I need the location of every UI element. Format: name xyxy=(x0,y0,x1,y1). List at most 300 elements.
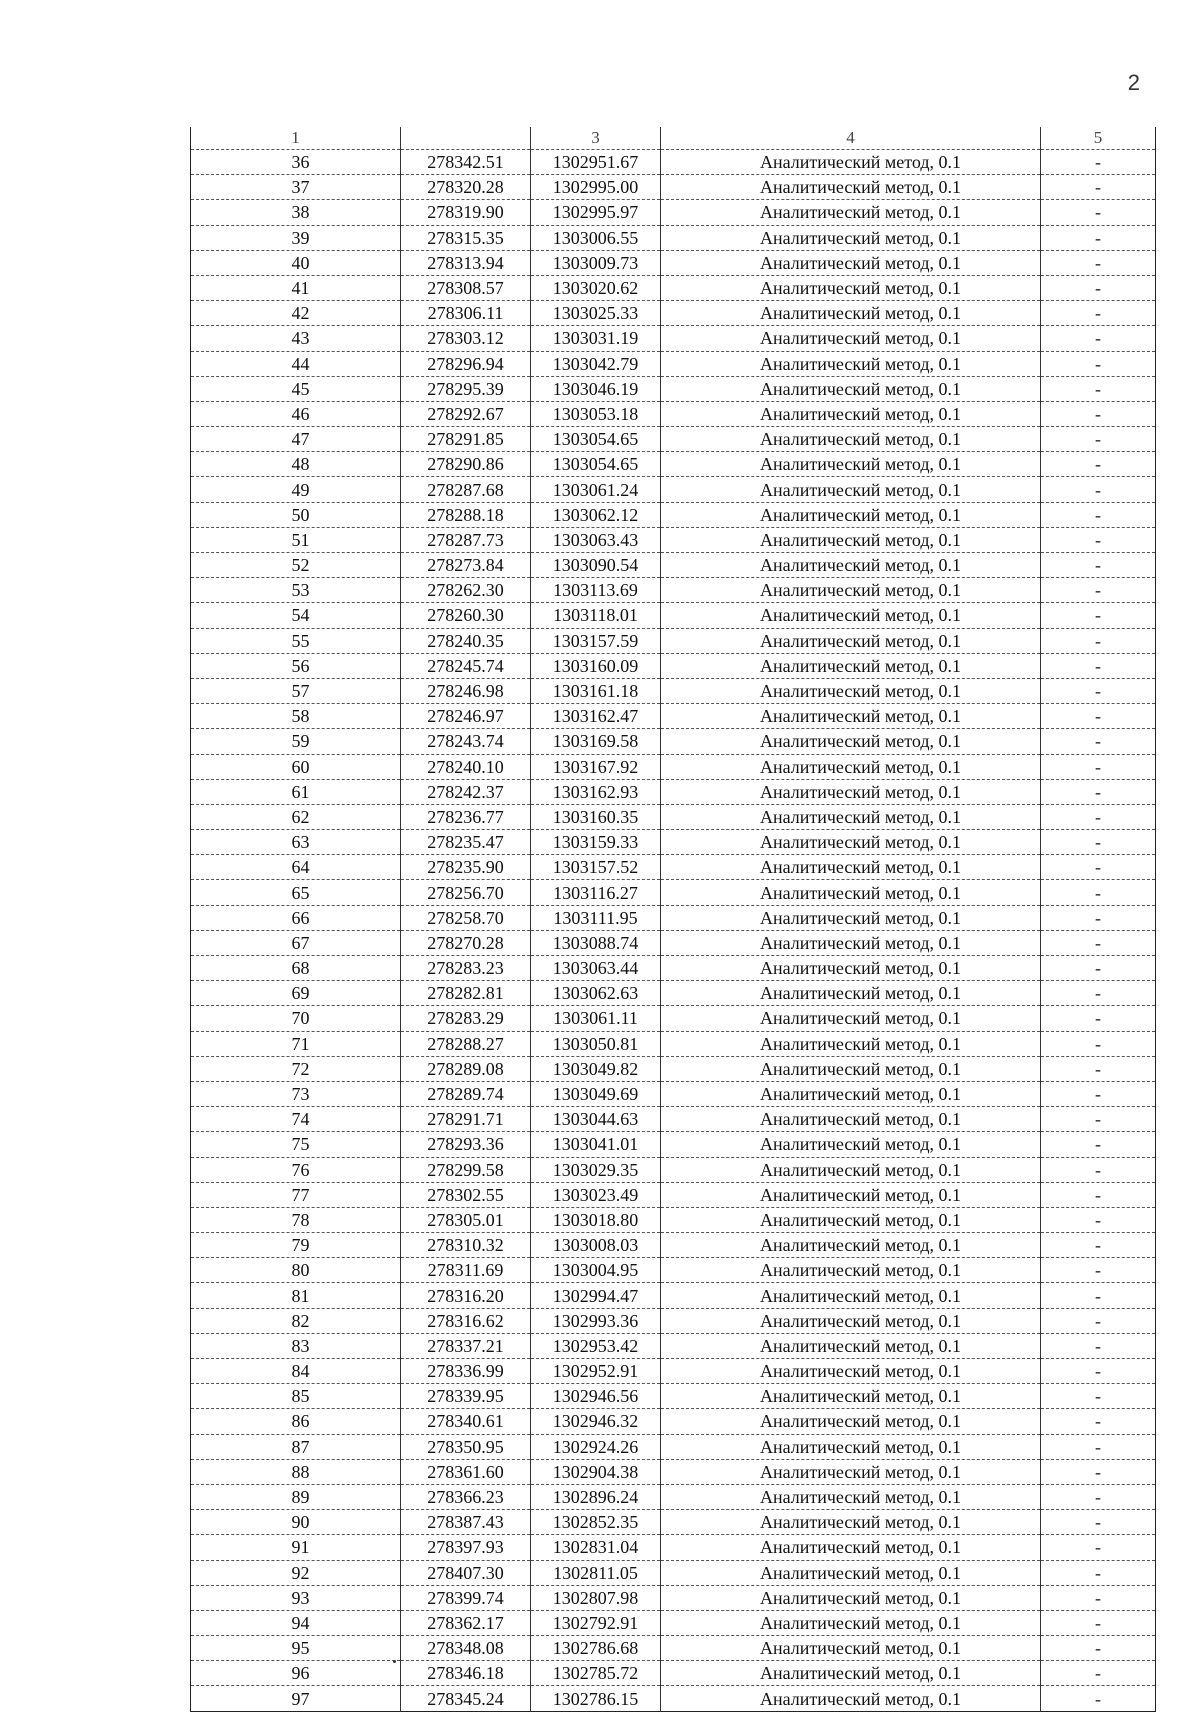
method-accuracy-cell: Аналитический метод, 0.1 xyxy=(661,250,1041,275)
remark-cell: - xyxy=(1041,981,1156,1006)
point-number-cell: 58 xyxy=(191,704,401,729)
x-coordinate-cell: 278245.74 xyxy=(401,653,531,678)
table-row xyxy=(191,275,1156,300)
method-accuracy-cell: Аналитический метод, 0.1 xyxy=(661,905,1041,930)
table-row xyxy=(191,930,1156,955)
point-number-cell: 84 xyxy=(191,1359,401,1384)
column-header: 3 xyxy=(531,127,661,150)
method-accuracy-cell: Аналитический метод, 0.1 xyxy=(661,225,1041,250)
remark-cell: - xyxy=(1041,678,1156,703)
y-coordinate-cell: 1303116.27 xyxy=(531,880,661,905)
x-coordinate-cell: 278283.29 xyxy=(401,1006,531,1031)
point-number-cell: 80 xyxy=(191,1258,401,1283)
table-row xyxy=(191,1661,1156,1686)
method-accuracy-cell: Аналитический метод, 0.1 xyxy=(661,1333,1041,1358)
point-number-cell: 52 xyxy=(191,553,401,578)
x-coordinate-cell: 278350.95 xyxy=(401,1434,531,1459)
remark-cell: - xyxy=(1041,150,1156,175)
x-coordinate-cell: 278315.35 xyxy=(401,225,531,250)
table-row xyxy=(191,351,1156,376)
table-row xyxy=(191,880,1156,905)
x-coordinate-cell: 278270.28 xyxy=(401,930,531,955)
point-number-cell: 54 xyxy=(191,603,401,628)
table-row xyxy=(191,1056,1156,1081)
y-coordinate-cell: 1303113.69 xyxy=(531,578,661,603)
y-coordinate-cell: 1303063.44 xyxy=(531,956,661,981)
column-header: 1 xyxy=(191,127,401,150)
page-number: 2 xyxy=(1127,70,1140,95)
y-coordinate-cell: 1302785.72 xyxy=(531,1661,661,1686)
x-coordinate-cell: 278290.86 xyxy=(401,452,531,477)
y-coordinate-cell: 1303063.43 xyxy=(531,527,661,552)
x-coordinate-cell: 278288.27 xyxy=(401,1031,531,1056)
y-coordinate-cell: 1303041.01 xyxy=(531,1132,661,1157)
method-accuracy-cell: Аналитический метод, 0.1 xyxy=(661,1233,1041,1258)
point-number-cell: 87 xyxy=(191,1434,401,1459)
method-accuracy-cell: Аналитический метод, 0.1 xyxy=(661,1484,1041,1509)
x-coordinate-cell: 278305.01 xyxy=(401,1207,531,1232)
remark-cell: - xyxy=(1041,553,1156,578)
y-coordinate-cell: 1303020.62 xyxy=(531,275,661,300)
remark-cell: - xyxy=(1041,1686,1156,1711)
table-row xyxy=(191,1182,1156,1207)
remark-cell: - xyxy=(1041,527,1156,552)
x-coordinate-cell: 278258.70 xyxy=(401,905,531,930)
remark-cell: - xyxy=(1041,1484,1156,1509)
y-coordinate-cell: 1303169.58 xyxy=(531,729,661,754)
x-coordinate-cell: 278296.94 xyxy=(401,351,531,376)
point-number-cell: 75 xyxy=(191,1132,401,1157)
x-coordinate-cell: 278260.30 xyxy=(401,603,531,628)
table-row xyxy=(191,200,1156,225)
method-accuracy-cell: Аналитический метод, 0.1 xyxy=(661,1132,1041,1157)
remark-cell: - xyxy=(1041,1636,1156,1661)
remark-cell: - xyxy=(1041,1182,1156,1207)
table-row xyxy=(191,1308,1156,1333)
x-coordinate-cell: 278289.74 xyxy=(401,1081,531,1106)
remark-cell: - xyxy=(1041,1233,1156,1258)
point-number-cell: 66 xyxy=(191,905,401,930)
point-number-cell: 45 xyxy=(191,376,401,401)
method-accuracy-cell: Аналитический метод, 0.1 xyxy=(661,1560,1041,1585)
y-coordinate-cell: 1302807.98 xyxy=(531,1585,661,1610)
method-accuracy-cell: Аналитический метод, 0.1 xyxy=(661,477,1041,502)
remark-cell: - xyxy=(1041,200,1156,225)
y-coordinate-cell: 1303061.24 xyxy=(531,477,661,502)
x-coordinate-cell: 278273.84 xyxy=(401,553,531,578)
point-number-cell: 88 xyxy=(191,1459,401,1484)
x-coordinate-cell: 278313.94 xyxy=(401,250,531,275)
y-coordinate-cell: 1303159.33 xyxy=(531,830,661,855)
x-coordinate-cell: 278283.23 xyxy=(401,956,531,981)
method-accuracy-cell: Аналитический метод, 0.1 xyxy=(661,1283,1041,1308)
x-coordinate-cell: 278361.60 xyxy=(401,1459,531,1484)
method-accuracy-cell: Аналитический метод, 0.1 xyxy=(661,930,1041,955)
method-accuracy-cell: Аналитический метод, 0.1 xyxy=(661,1535,1041,1560)
method-accuracy-cell: Аналитический метод, 0.1 xyxy=(661,527,1041,552)
method-accuracy-cell: Аналитический метод, 0.1 xyxy=(661,1434,1041,1459)
point-number-cell: 76 xyxy=(191,1157,401,1182)
table-row xyxy=(191,1409,1156,1434)
point-number-cell: 69 xyxy=(191,981,401,1006)
remark-cell: - xyxy=(1041,1434,1156,1459)
method-accuracy-cell: Аналитический метод, 0.1 xyxy=(661,678,1041,703)
y-coordinate-cell: 1302952.91 xyxy=(531,1359,661,1384)
method-accuracy-cell: Аналитический метод, 0.1 xyxy=(661,376,1041,401)
remark-cell: - xyxy=(1041,880,1156,905)
y-coordinate-cell: 1303160.35 xyxy=(531,804,661,829)
column-header xyxy=(401,127,531,150)
x-coordinate-cell: 278242.37 xyxy=(401,779,531,804)
y-coordinate-cell: 1303023.49 xyxy=(531,1182,661,1207)
y-coordinate-cell: 1302786.68 xyxy=(531,1636,661,1661)
point-number-cell: 46 xyxy=(191,401,401,426)
point-number-cell: 51 xyxy=(191,527,401,552)
y-coordinate-cell: 1302995.97 xyxy=(531,200,661,225)
remark-cell: - xyxy=(1041,1661,1156,1686)
table-row xyxy=(191,301,1156,326)
point-number-cell: 57 xyxy=(191,678,401,703)
table-row xyxy=(191,1510,1156,1535)
table-row xyxy=(191,553,1156,578)
table-row xyxy=(191,1081,1156,1106)
x-coordinate-cell: 278320.28 xyxy=(401,175,531,200)
y-coordinate-cell: 1303161.18 xyxy=(531,678,661,703)
table-row xyxy=(191,452,1156,477)
remark-cell: - xyxy=(1041,1535,1156,1560)
table-row xyxy=(191,1207,1156,1232)
point-number-cell: 86 xyxy=(191,1409,401,1434)
remark-cell: - xyxy=(1041,704,1156,729)
point-number-cell: 81 xyxy=(191,1283,401,1308)
point-number-cell: 70 xyxy=(191,1006,401,1031)
remark-cell: - xyxy=(1041,225,1156,250)
method-accuracy-cell: Аналитический метод, 0.1 xyxy=(661,704,1041,729)
remark-cell: - xyxy=(1041,1056,1156,1081)
point-number-cell: 55 xyxy=(191,628,401,653)
point-number-cell: 78 xyxy=(191,1207,401,1232)
point-number-cell: 53 xyxy=(191,578,401,603)
y-coordinate-cell: 1302896.24 xyxy=(531,1484,661,1509)
point-number-cell: 77 xyxy=(191,1182,401,1207)
column-header: 4 xyxy=(661,127,1041,150)
x-coordinate-cell: 278337.21 xyxy=(401,1333,531,1358)
y-coordinate-cell: 1303054.65 xyxy=(531,427,661,452)
table-row xyxy=(191,653,1156,678)
x-coordinate-cell: 278362.17 xyxy=(401,1610,531,1635)
table-row xyxy=(191,175,1156,200)
method-accuracy-cell: Аналитический метод, 0.1 xyxy=(661,653,1041,678)
point-number-cell: 42 xyxy=(191,301,401,326)
remark-cell: - xyxy=(1041,578,1156,603)
point-number-cell: 73 xyxy=(191,1081,401,1106)
column-header: 5 xyxy=(1041,127,1156,150)
remark-cell: - xyxy=(1041,1031,1156,1056)
y-coordinate-cell: 1303162.47 xyxy=(531,704,661,729)
method-accuracy-cell: Аналитический метод, 0.1 xyxy=(661,1081,1041,1106)
table-row xyxy=(191,1384,1156,1409)
y-coordinate-cell: 1303046.19 xyxy=(531,376,661,401)
remark-cell: - xyxy=(1041,1157,1156,1182)
y-coordinate-cell: 1302852.35 xyxy=(531,1510,661,1535)
method-accuracy-cell: Аналитический метод, 0.1 xyxy=(661,1258,1041,1283)
x-coordinate-cell: 278302.55 xyxy=(401,1182,531,1207)
method-accuracy-cell: Аналитический метод, 0.1 xyxy=(661,981,1041,1006)
x-coordinate-cell: 278366.23 xyxy=(401,1484,531,1509)
remark-cell: - xyxy=(1041,1409,1156,1434)
remark-cell: - xyxy=(1041,326,1156,351)
point-number-cell: 50 xyxy=(191,502,401,527)
table-row xyxy=(191,477,1156,502)
x-coordinate-cell: 278339.95 xyxy=(401,1384,531,1409)
method-accuracy-cell: Аналитический метод, 0.1 xyxy=(661,729,1041,754)
y-coordinate-cell: 1303053.18 xyxy=(531,401,661,426)
x-coordinate-cell: 278293.36 xyxy=(401,1132,531,1157)
y-coordinate-cell: 1302831.04 xyxy=(531,1535,661,1560)
remark-cell: - xyxy=(1041,628,1156,653)
method-accuracy-cell: Аналитический метод, 0.1 xyxy=(661,880,1041,905)
remark-cell: - xyxy=(1041,1610,1156,1635)
x-coordinate-cell: 278348.08 xyxy=(401,1636,531,1661)
point-number-cell: 61 xyxy=(191,779,401,804)
table-row xyxy=(191,1283,1156,1308)
method-accuracy-cell: Аналитический метод, 0.1 xyxy=(661,301,1041,326)
table-row xyxy=(191,1459,1156,1484)
point-number-cell: 72 xyxy=(191,1056,401,1081)
x-coordinate-cell: 278291.85 xyxy=(401,427,531,452)
table-row xyxy=(191,1560,1156,1585)
remark-cell: - xyxy=(1041,804,1156,829)
method-accuracy-cell: Аналитический метод, 0.1 xyxy=(661,1308,1041,1333)
method-accuracy-cell: Аналитический метод, 0.1 xyxy=(661,1157,1041,1182)
y-coordinate-cell: 1303167.92 xyxy=(531,754,661,779)
point-number-cell: 90 xyxy=(191,1510,401,1535)
remark-cell: - xyxy=(1041,603,1156,628)
remark-cell: - xyxy=(1041,1081,1156,1106)
table-row xyxy=(191,1585,1156,1610)
point-number-cell: 56 xyxy=(191,653,401,678)
point-number-cell: 40 xyxy=(191,250,401,275)
method-accuracy-cell: Аналитический метод, 0.1 xyxy=(661,326,1041,351)
x-coordinate-cell: 278240.35 xyxy=(401,628,531,653)
method-accuracy-cell: Аналитический метод, 0.1 xyxy=(661,830,1041,855)
y-coordinate-cell: 1302924.26 xyxy=(531,1434,661,1459)
y-coordinate-cell: 1303044.63 xyxy=(531,1107,661,1132)
table-row xyxy=(191,981,1156,1006)
table-row xyxy=(191,1031,1156,1056)
x-coordinate-cell: 278407.30 xyxy=(401,1560,531,1585)
remark-cell: - xyxy=(1041,1333,1156,1358)
method-accuracy-cell: Аналитический метод, 0.1 xyxy=(661,1661,1041,1686)
point-number-cell: 71 xyxy=(191,1031,401,1056)
x-coordinate-cell: 278287.68 xyxy=(401,477,531,502)
x-coordinate-cell: 278299.58 xyxy=(401,1157,531,1182)
remark-cell: - xyxy=(1041,830,1156,855)
method-accuracy-cell: Аналитический метод, 0.1 xyxy=(661,804,1041,829)
x-coordinate-cell: 278311.69 xyxy=(401,1258,531,1283)
method-accuracy-cell: Аналитический метод, 0.1 xyxy=(661,1182,1041,1207)
remark-cell: - xyxy=(1041,855,1156,880)
remark-cell: - xyxy=(1041,1510,1156,1535)
table-row xyxy=(191,578,1156,603)
y-coordinate-cell: 1302993.36 xyxy=(531,1308,661,1333)
y-coordinate-cell: 1303157.52 xyxy=(531,855,661,880)
x-coordinate-cell: 278289.08 xyxy=(401,1056,531,1081)
x-coordinate-cell: 278262.30 xyxy=(401,578,531,603)
remark-cell: - xyxy=(1041,351,1156,376)
point-number-cell: 91 xyxy=(191,1535,401,1560)
remark-cell: - xyxy=(1041,250,1156,275)
method-accuracy-cell: Аналитический метод, 0.1 xyxy=(661,1031,1041,1056)
table-row xyxy=(191,376,1156,401)
method-accuracy-cell: Аналитический метод, 0.1 xyxy=(661,1636,1041,1661)
x-coordinate-cell: 278306.11 xyxy=(401,301,531,326)
remark-cell: - xyxy=(1041,1283,1156,1308)
method-accuracy-cell: Аналитический метод, 0.1 xyxy=(661,956,1041,981)
y-coordinate-cell: 1303090.54 xyxy=(531,553,661,578)
point-number-cell: 92 xyxy=(191,1560,401,1585)
y-coordinate-cell: 1303049.82 xyxy=(531,1056,661,1081)
y-coordinate-cell: 1303029.35 xyxy=(531,1157,661,1182)
remark-cell: - xyxy=(1041,1459,1156,1484)
method-accuracy-cell: Аналитический метод, 0.1 xyxy=(661,200,1041,225)
x-coordinate-cell: 278346.18 xyxy=(401,1661,531,1686)
y-coordinate-cell: 1303062.63 xyxy=(531,981,661,1006)
point-number-cell: 60 xyxy=(191,754,401,779)
point-number-cell: 85 xyxy=(191,1384,401,1409)
method-accuracy-cell: Аналитический метод, 0.1 xyxy=(661,1459,1041,1484)
y-coordinate-cell: 1303031.19 xyxy=(531,326,661,351)
remark-cell: - xyxy=(1041,905,1156,930)
x-coordinate-cell: 278303.12 xyxy=(401,326,531,351)
y-coordinate-cell: 1303049.69 xyxy=(531,1081,661,1106)
y-coordinate-cell: 1302995.00 xyxy=(531,175,661,200)
y-coordinate-cell: 1302994.47 xyxy=(531,1283,661,1308)
remark-cell: - xyxy=(1041,930,1156,955)
remark-cell: - xyxy=(1041,956,1156,981)
x-coordinate-cell: 278288.18 xyxy=(401,502,531,527)
table-row xyxy=(191,804,1156,829)
point-number-cell: 63 xyxy=(191,830,401,855)
y-coordinate-cell: 1303008.03 xyxy=(531,1233,661,1258)
y-coordinate-cell: 1302946.32 xyxy=(531,1409,661,1434)
method-accuracy-cell: Аналитический метод, 0.1 xyxy=(661,275,1041,300)
remark-cell: - xyxy=(1041,301,1156,326)
y-coordinate-cell: 1303054.65 xyxy=(531,452,661,477)
y-coordinate-cell: 1302811.05 xyxy=(531,1560,661,1585)
x-coordinate-cell: 278287.73 xyxy=(401,527,531,552)
table-row xyxy=(191,1610,1156,1635)
point-number-cell: 62 xyxy=(191,804,401,829)
point-number-cell: 43 xyxy=(191,326,401,351)
remark-cell: - xyxy=(1041,1384,1156,1409)
y-coordinate-cell: 1303018.80 xyxy=(531,1207,661,1232)
point-number-cell: 41 xyxy=(191,275,401,300)
point-number-cell: 48 xyxy=(191,452,401,477)
point-number-cell: 96 xyxy=(191,1661,401,1686)
method-accuracy-cell: Аналитический метод, 0.1 xyxy=(661,578,1041,603)
remark-cell: - xyxy=(1041,502,1156,527)
x-coordinate-cell: 278316.62 xyxy=(401,1308,531,1333)
method-accuracy-cell: Аналитический метод, 0.1 xyxy=(661,1510,1041,1535)
method-accuracy-cell: Аналитический метод, 0.1 xyxy=(661,401,1041,426)
point-number-cell: 83 xyxy=(191,1333,401,1358)
table-row xyxy=(191,779,1156,804)
point-number-cell: 82 xyxy=(191,1308,401,1333)
table-row xyxy=(191,855,1156,880)
x-coordinate-cell: 278387.43 xyxy=(401,1510,531,1535)
method-accuracy-cell: Аналитический метод, 0.1 xyxy=(661,1359,1041,1384)
point-number-cell: 79 xyxy=(191,1233,401,1258)
y-coordinate-cell: 1303160.09 xyxy=(531,653,661,678)
x-coordinate-cell: 278342.51 xyxy=(401,150,531,175)
x-coordinate-cell: 278399.74 xyxy=(401,1585,531,1610)
remark-cell: - xyxy=(1041,1132,1156,1157)
remark-cell: - xyxy=(1041,729,1156,754)
table-row xyxy=(191,1434,1156,1459)
table-row xyxy=(191,1686,1156,1711)
point-number-cell: 67 xyxy=(191,930,401,955)
method-accuracy-cell: Аналитический метод, 0.1 xyxy=(661,603,1041,628)
y-coordinate-cell: 1303111.95 xyxy=(531,905,661,930)
x-coordinate-cell: 278235.47 xyxy=(401,830,531,855)
table-row xyxy=(191,1233,1156,1258)
point-number-cell: 95 xyxy=(191,1636,401,1661)
point-number-cell: 39 xyxy=(191,225,401,250)
y-coordinate-cell: 1303025.33 xyxy=(531,301,661,326)
table-row xyxy=(191,905,1156,930)
method-accuracy-cell: Аналитический метод, 0.1 xyxy=(661,427,1041,452)
y-coordinate-cell: 1303088.74 xyxy=(531,930,661,955)
table-row xyxy=(191,628,1156,653)
method-accuracy-cell: Аналитический метод, 0.1 xyxy=(661,351,1041,376)
point-number-cell: 65 xyxy=(191,880,401,905)
method-accuracy-cell: Аналитический метод, 0.1 xyxy=(661,1006,1041,1031)
table-row xyxy=(191,1258,1156,1283)
point-number-cell: 97 xyxy=(191,1686,401,1711)
remark-cell: - xyxy=(1041,1560,1156,1585)
table-row xyxy=(191,1359,1156,1384)
y-coordinate-cell: 1302786.15 xyxy=(531,1686,661,1711)
method-accuracy-cell: Аналитический метод, 0.1 xyxy=(661,1107,1041,1132)
y-coordinate-cell: 1303061.11 xyxy=(531,1006,661,1031)
method-accuracy-cell: Аналитический метод, 0.1 xyxy=(661,855,1041,880)
x-coordinate-cell: 278295.39 xyxy=(401,376,531,401)
remark-cell: - xyxy=(1041,275,1156,300)
table-row xyxy=(191,678,1156,703)
y-coordinate-cell: 1303162.93 xyxy=(531,779,661,804)
table-row xyxy=(191,729,1156,754)
method-accuracy-cell: Аналитический метод, 0.1 xyxy=(661,502,1041,527)
remark-cell: - xyxy=(1041,1585,1156,1610)
remark-cell: - xyxy=(1041,175,1156,200)
x-coordinate-cell: 278240.10 xyxy=(401,754,531,779)
table-row xyxy=(191,1333,1156,1358)
table-row xyxy=(191,1107,1156,1132)
table-row xyxy=(191,1006,1156,1031)
coordinates-table xyxy=(190,127,1156,1712)
method-accuracy-cell: Аналитический метод, 0.1 xyxy=(661,1384,1041,1409)
remark-cell: - xyxy=(1041,1107,1156,1132)
point-number-cell: 49 xyxy=(191,477,401,502)
x-coordinate-cell: 278397.93 xyxy=(401,1535,531,1560)
y-coordinate-cell: 1302792.91 xyxy=(531,1610,661,1635)
table-row xyxy=(191,1535,1156,1560)
point-number-cell: 93 xyxy=(191,1585,401,1610)
point-number-cell: 64 xyxy=(191,855,401,880)
remark-cell: - xyxy=(1041,376,1156,401)
method-accuracy-cell: Аналитический метод, 0.1 xyxy=(661,1585,1041,1610)
